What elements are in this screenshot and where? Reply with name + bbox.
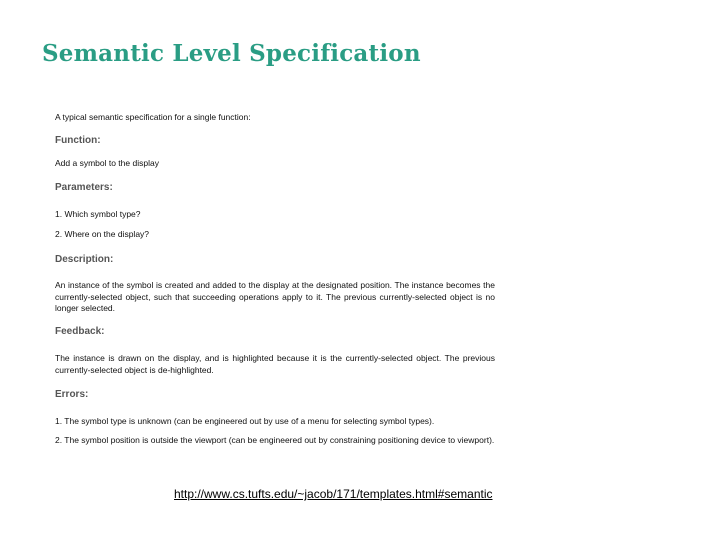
parameter-item: 2. Where on the display? <box>55 229 150 239</box>
function-heading: Function: <box>55 135 101 146</box>
errors-heading: Errors: <box>55 389 89 400</box>
error-item: 2. The symbol position is outside the viewport (can be engineered out by constraining positioning device to viewport). <box>55 435 495 445</box>
parameters-heading: Parameters: <box>55 182 113 193</box>
feedback-heading: Feedback: <box>55 326 105 337</box>
feedback-text: The instance is drawn on the display, and is highlighted because it is the currently-selected object. The previous currently-selected object is de-highlighted. <box>55 353 495 375</box>
error-item: 1. The symbol type is unknown (can be engineered out by use of a menu for selecting symbol types). <box>55 416 435 426</box>
description-heading: Description: <box>55 254 114 265</box>
source-link[interactable]: http://www.cs.tufts.edu/~jacob/171/templates.html#semantic <box>174 487 493 501</box>
slide-title: Semantic Level Specification <box>42 40 421 67</box>
spec-intro: A typical semantic specification for a single function: <box>55 112 251 122</box>
parameter-item: 1. Which symbol type? <box>55 209 141 219</box>
function-text: Add a symbol to the display <box>55 158 159 168</box>
description-text: An instance of the symbol is created and added to the display at the designated position. The instance becomes the currently-selected object, such that succeeding operations apply to it. The previous currently-selected object is no longer selected. <box>55 280 495 313</box>
